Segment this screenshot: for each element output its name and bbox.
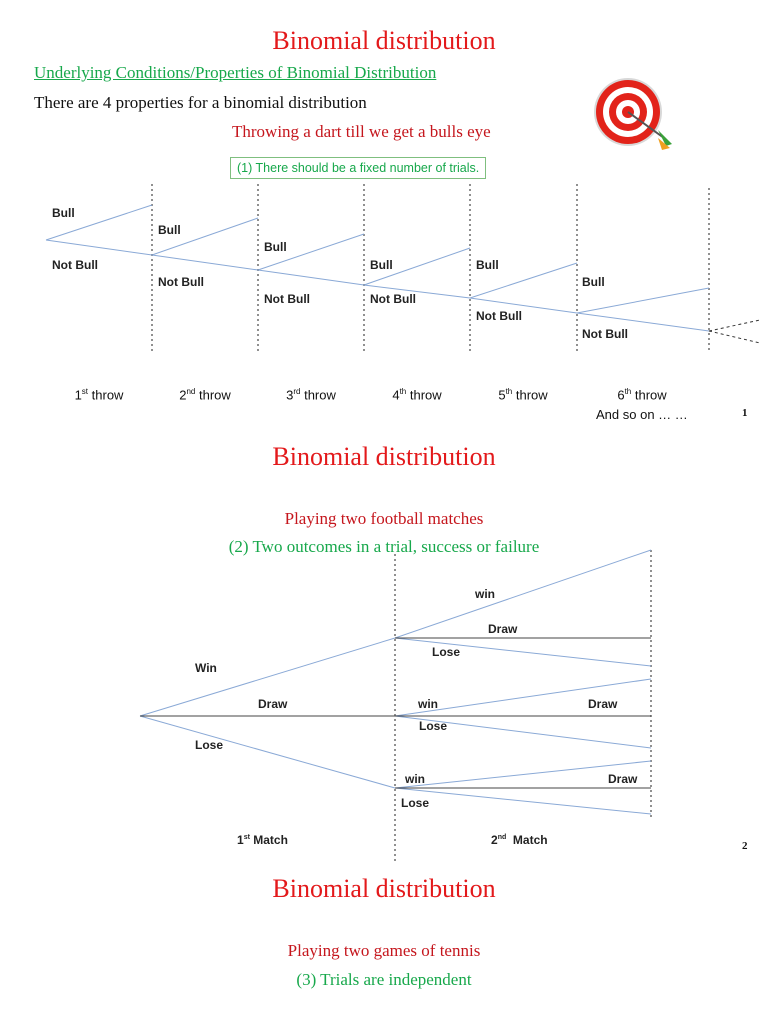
- notbull-label-5: Not Bull: [476, 309, 522, 323]
- bull-label-6: Bull: [582, 275, 605, 289]
- and-so-on: And so on … …: [596, 407, 688, 422]
- branch-bull-6: [577, 288, 709, 313]
- slide-2-example: Playing two football matches: [284, 509, 484, 528]
- first-draw-label: Draw: [258, 697, 288, 711]
- slide-2-title: Binomial distribution: [272, 442, 496, 471]
- bottom-draw-label: Draw: [608, 772, 638, 786]
- throw-label-3: 3rd throw: [286, 387, 336, 403]
- bottom-win-label: win: [405, 772, 425, 786]
- throw-label-4: 4th throw: [392, 387, 442, 403]
- slide-2-property: (2) Two outcomes in a trial, success or failure: [228, 537, 540, 556]
- branch-lose: [140, 716, 395, 788]
- branch-notbull-1: [46, 240, 152, 255]
- top-draw-label: Draw: [488, 622, 518, 636]
- bottom-lose-label: Lose: [401, 796, 430, 810]
- throw-label-2: 2nd throw: [179, 387, 231, 403]
- bull-label-3: Bull: [264, 240, 287, 254]
- property-1-box: (1) There should be a fixed number of trials.: [230, 157, 486, 179]
- throw-label-5: 5th throw: [498, 387, 548, 403]
- notbull-label-3: Not Bull: [264, 292, 310, 306]
- bull-label-4: Bull: [370, 258, 393, 272]
- slide-1-title: Binomial distribution: [272, 26, 496, 55]
- bull-label-1: Bull: [52, 206, 75, 220]
- throw-label-1: 1st throw: [74, 387, 124, 403]
- football-tree-diagram: [0, 432, 768, 864]
- page-number-1: 1: [742, 407, 748, 419]
- slide-1-subtitle: Underlying Conditions/Properties of Binomial Distribution: [34, 63, 437, 82]
- bull-label-5: Bull: [476, 258, 499, 272]
- top-lose-label: Lose: [432, 645, 461, 659]
- notbull-label-4: Not Bull: [370, 292, 416, 306]
- match-1-label: 1st Match: [237, 833, 288, 847]
- page-number-2: 2: [742, 840, 748, 852]
- mid-draw-label: Draw: [588, 697, 618, 711]
- branch-notbull-3: [258, 270, 364, 285]
- notbull-label-1: Not Bull: [52, 258, 98, 272]
- slide-1-example: Throwing a dart till we get a bulls eye: [232, 122, 491, 141]
- branch-notbull-2: [152, 255, 258, 270]
- slide-3-property: (3) Trials are independent: [296, 970, 472, 989]
- bottom-lose: [395, 788, 651, 814]
- notbull-label-6: Not Bull: [582, 327, 628, 341]
- mid-lose-label: Lose: [419, 719, 448, 733]
- first-lose-label: Lose: [195, 738, 224, 752]
- continuation-down: [709, 331, 760, 343]
- slide-2: [0, 432, 768, 864]
- first-win-label: Win: [195, 661, 217, 675]
- match-2-label: 2nd Match: [491, 833, 548, 847]
- top-win: [395, 550, 651, 638]
- slide-3-title: Binomial distribution: [272, 874, 496, 903]
- top-win-label: win: [475, 587, 495, 601]
- continuation-up: [709, 320, 760, 331]
- dart-tree-diagram: [0, 0, 768, 432]
- mid-win-label: win: [418, 697, 438, 711]
- bull-label-2: Bull: [158, 223, 181, 237]
- slide-3: [0, 864, 768, 1024]
- notbull-label-2: Not Bull: [158, 275, 204, 289]
- slide-1-intro: There are 4 properties for a binomial distribution: [34, 93, 367, 112]
- throw-label-6: 6th throw: [617, 387, 667, 403]
- slide-3-example: Playing two games of tennis: [287, 941, 481, 960]
- slide-1: [0, 0, 768, 432]
